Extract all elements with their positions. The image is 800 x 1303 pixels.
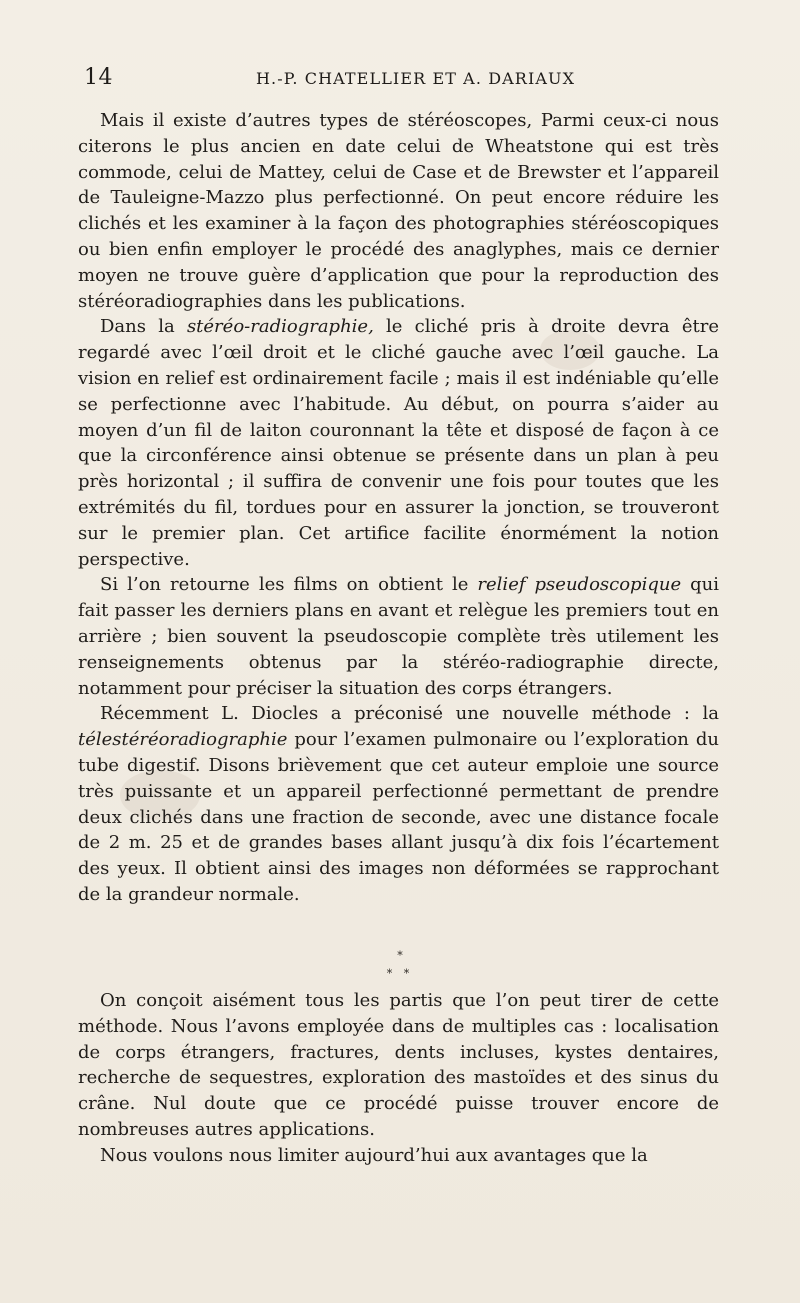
paragraph-2-text: le cliché pris à droite devra être regardé avec l’œil droit et le cliché gauche avec l’œil gauche. La vision en relief est ordinairement facile ; mais il est indéniable qu’elle se perfectionne avec l’habitude. Au début, on pourra s’aider au moyen d’un fil de laiton couronnant la tête et disposé de façon à ce que la circonférence ainsi obtenue se présente dans un plan à peu près horizontal ; il suffira de convenir une fois pour toutes que les extrémités du fil, tordues pour en assurer la jonction, se trouveront sur le premier plan. Cet artifice facilite énormément la notion perspective. — [78, 316, 719, 570]
paragraph-6: Nous voulons nous limiter aujourd’hui aux avantages que la — [100, 1144, 648, 1166]
paragraph-3-text: qui fait passer les derniers plans en avant et relègue les premiers tout en arrière ; bien souvent la pseudoscopie complète très utilement les renseignements obtenus par la stéréo-radiographie directe, notamment pour préciser la situation des corps étrangers. — [78, 574, 720, 699]
paragraph-3-italic: relief pseudoscopique — [477, 574, 682, 596]
paragraph-4 — [78, 701, 719, 907]
paragraph-3-text: Si l’on retourne les films on obtient le — [100, 574, 478, 596]
running-head: H.-P. CHATELLIER ET A. DARIAUX — [256, 69, 576, 88]
page-number: 14 — [84, 65, 113, 90]
paragraph-3 — [78, 572, 719, 701]
paragraph-2 — [78, 314, 719, 572]
separator-asterisk-top: * — [397, 949, 403, 962]
paragraph-2-text: Dans la — [100, 316, 187, 338]
paragraph-4-text: Récemment L. Diocles a préconisé une nouvelle méthode : la — [100, 703, 719, 725]
main-text-block — [78, 108, 719, 908]
paragraph-2-italic: stéréo-radiographie, — [186, 316, 374, 338]
paragraph-5: On conçoit aisément tous les partis que l’on peut tirer de cette méthode. Nous l’avons employée dans de multiples cas : localisation de corps étrangers, fractures, dents incluses, kystes dentaires, recherche de sequestres, exploration des mastoïdes et des sinus du crâne. Nul doute que ce procédé puisse trouver encore de nombreuses autres applications. — [78, 990, 719, 1140]
continuation-text-block — [78, 988, 719, 1169]
paragraph-4-italic: télestéréoradiographie — [78, 729, 288, 751]
paragraph-4-text: pour l’examen pulmonaire ou l’exploration du tube digestif. Disons brièvement que cet auteur emploie une source très puissante et un appareil perfectionné permettant de prendre deux clichés dans une fraction de seconde, avec une distance focale de 2 m. 25 et de grandes bases allant jusqu’à dix fois l’écartement des yeux. Il obtient ainsi des images non déformées se rapprochant de la grandeur normale. — [78, 729, 719, 905]
paragraph-1: Mais il existe d’autres types de stéréoscopes, Parmi ceux-ci nous citerons le plus ancien en date celui de Wheatstone qui est très commode, celui de Mattey, celui de Case et de Brewster et l’appareil de Tauleigne-Mazzo plus perfectionné. On peut encore réduire les clichés et les examiner à la façon des photographies stéréoscopiques ou bien enfin employer le procédé des anaglyphes, mais ce dernier moyen ne trouve guère d’application que pour la reproduction des stéréoradiographies dans les publications. — [78, 110, 719, 312]
page-header — [80, 63, 720, 93]
separator-asterisk-bottom: * * — [386, 967, 414, 980]
